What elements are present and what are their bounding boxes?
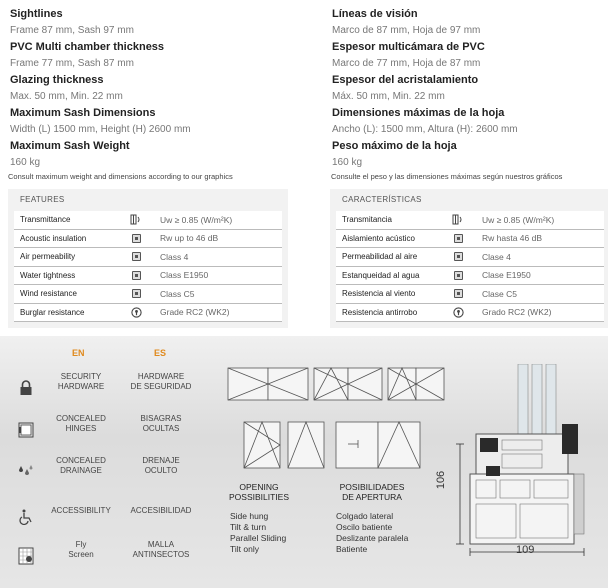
spec-label: Espesor del acristalamiento [332, 74, 479, 86]
spec-value: Máx. 50 mm, Min. 22 mm [332, 90, 445, 102]
feature-name: Air permeability [20, 252, 76, 262]
thermal-icon [440, 211, 476, 229]
feature-name: Aislamiento acústico [342, 233, 415, 243]
opening-option: Oscilo batiente [336, 522, 393, 532]
note-en: Consult maximum weight and dimensions according to our graphics [8, 172, 233, 181]
feature-name: Water tightness [20, 270, 76, 280]
feature-value: Grade RC2 (WK2) [160, 307, 230, 318]
hardware-item [0, 372, 210, 412]
feature-name: Acoustic insulation [20, 233, 87, 243]
water-icon [118, 267, 154, 285]
hardware-label-en: ACCESSIBILITY [51, 506, 111, 515]
tilt-only-diagram [288, 422, 324, 468]
hardware-label-en: CONCEALED HINGES [56, 414, 106, 433]
padlock-icon [16, 378, 36, 398]
triple-sash-diagram [388, 368, 444, 400]
wheelchair-icon [16, 507, 36, 527]
feature-value: Clase 4 [482, 251, 511, 262]
opening-option: Colgado lateral [336, 511, 394, 521]
drainage-drops-icon [16, 462, 36, 482]
lang-en-heading: EN [72, 348, 85, 358]
feature-name: Transmittance [20, 215, 71, 225]
spec-label: Peso máximo de la hoja [332, 140, 457, 152]
specs-en [10, 6, 300, 171]
spec-value: Frame 77 mm, Sash 87 mm [10, 57, 134, 69]
feature-value: Grado RC2 (WK2) [482, 307, 552, 318]
opening-option: Batiente [336, 544, 368, 554]
burglar-icon [118, 304, 154, 322]
hardware-label-es: ACCESIBILIDAD [130, 506, 192, 515]
hardware-label-es: HARDWARE DE SEGURIDAD [130, 372, 192, 391]
spec-label: Glazing thickness [10, 74, 104, 86]
hardware-item [0, 501, 210, 541]
acoustic-icon [440, 230, 476, 248]
spec-value: Width (L) 1500 mm, Height (H) 2600 mm [10, 123, 191, 135]
spec-value: Frame 87 mm, Sash 97 mm [10, 24, 134, 36]
feature-name: Resistencia al viento [342, 289, 416, 299]
spec-value: 160 kg [332, 156, 363, 168]
note-es: Consulte el peso y las dimensiones máximas según nuestros gráficos [331, 172, 563, 181]
fly-screen-icon [16, 546, 36, 566]
opening-option: Side hung [230, 511, 269, 521]
feature-row [336, 267, 604, 286]
hardware-label-en: SECURITY HARDWARE [57, 372, 105, 391]
feature-name: Permeabilidad al aire [342, 252, 418, 262]
acoustic-icon [118, 230, 154, 248]
spec-label: Maximum Sash Weight [10, 140, 130, 152]
opening-option: Tilt only [230, 544, 259, 554]
water-icon [440, 267, 476, 285]
feature-name: Resistencia antirrobo [342, 307, 418, 317]
feature-value: Clase E1950 [482, 270, 531, 281]
feature-row [336, 285, 604, 304]
specs-es [332, 6, 608, 171]
opening-list-es [336, 511, 408, 555]
hardware-item [0, 456, 210, 496]
feature-row [14, 248, 282, 267]
feature-value: Class 4 [160, 251, 189, 262]
profile-width-label: 109 [516, 544, 535, 556]
window-hinge-icon [16, 420, 36, 440]
spec-value: 160 kg [10, 156, 41, 168]
feature-value: Uw ≥ 0.85 (W/m²K) [482, 214, 555, 225]
opening-title-en: OPENING POSSIBILITIES [229, 482, 289, 502]
feature-name: Estanqueidad al agua [342, 270, 420, 280]
feature-value: Uw ≥ 0.85 (W/m²K) [160, 214, 233, 225]
profile-cross-section [446, 364, 606, 564]
wind-icon [118, 285, 154, 303]
air-icon [440, 248, 476, 266]
hardware-item [0, 414, 210, 454]
spec-label: Maximum Sash Dimensions [10, 107, 156, 119]
features-table-es [330, 189, 608, 328]
feature-value: Clase C5 [482, 288, 517, 299]
feature-value: Class C5 [160, 288, 195, 299]
spec-label: PVC Multi chamber thickness [10, 41, 165, 53]
feature-row [14, 285, 282, 304]
opening-list-en [230, 511, 286, 555]
feature-row [14, 211, 282, 230]
opening-diagrams [226, 366, 446, 476]
double-sash-diagram [228, 368, 308, 400]
features-title: CARACTERÍSTICAS [342, 195, 422, 204]
hardware-label-es: DRENAJE OCULTO [142, 456, 180, 475]
feature-row [14, 267, 282, 286]
spec-value: Marco de 87 mm, Hoja de 97 mm [332, 24, 481, 36]
feature-name: Transmitancia [342, 215, 392, 225]
feature-row [336, 248, 604, 267]
opening-option: Tilt & turn [230, 522, 267, 532]
hardware-item [0, 540, 210, 580]
feature-name: Wind resistance [20, 289, 77, 299]
feature-name: Burglar resistance [20, 307, 85, 317]
spec-value: Ancho (L): 1500 mm, Altura (H): 2600 mm [332, 123, 518, 135]
tilt-turn-diagram [244, 422, 280, 468]
parallel-sliding-diagram [336, 422, 420, 468]
feature-value: Class E1950 [160, 270, 209, 281]
profile-height-label: 106 [435, 470, 448, 490]
feature-value: Rw up to 46 dB [160, 233, 219, 244]
hardware-label-es: MALLA ANTINSECTOS [132, 540, 190, 559]
spec-label: Espesor multicámara de PVC [332, 41, 485, 53]
spec-value: Max. 50 mm, Min. 22 mm [10, 90, 123, 102]
feature-row [336, 211, 604, 230]
opening-option: Parallel Sliding [230, 533, 287, 543]
spec-label: Dimensiones máximas de la hoja [332, 107, 505, 119]
opening-title-es: POSIBILIDADES DE APERTURA [339, 482, 405, 502]
wind-icon [440, 285, 476, 303]
hardware-label-en: CONCEALED DRAINAGE [56, 456, 106, 475]
lang-es-heading: ES [154, 348, 167, 358]
spec-value: Marco de 77 mm, Hoja de 87 mm [332, 57, 481, 69]
feature-row [14, 304, 282, 323]
features-table-en [8, 189, 288, 328]
hardware-label-es: BISAGRAS OCULTAS [140, 414, 182, 433]
double-sash-diagram-2 [314, 368, 382, 400]
feature-row [336, 230, 604, 249]
burglar-icon [440, 304, 476, 322]
hardware-label-en: Fly Screen [68, 540, 94, 559]
feature-row [14, 230, 282, 249]
thermal-icon [118, 211, 154, 229]
spec-label: Líneas de visión [332, 8, 418, 20]
features-title: FEATURES [20, 195, 65, 204]
feature-row [336, 304, 604, 323]
opening-option: Deslizante paralela [336, 533, 409, 543]
spec-label: Sightlines [10, 8, 63, 20]
air-icon [118, 248, 154, 266]
feature-value: Rw hasta 46 dB [482, 233, 543, 244]
